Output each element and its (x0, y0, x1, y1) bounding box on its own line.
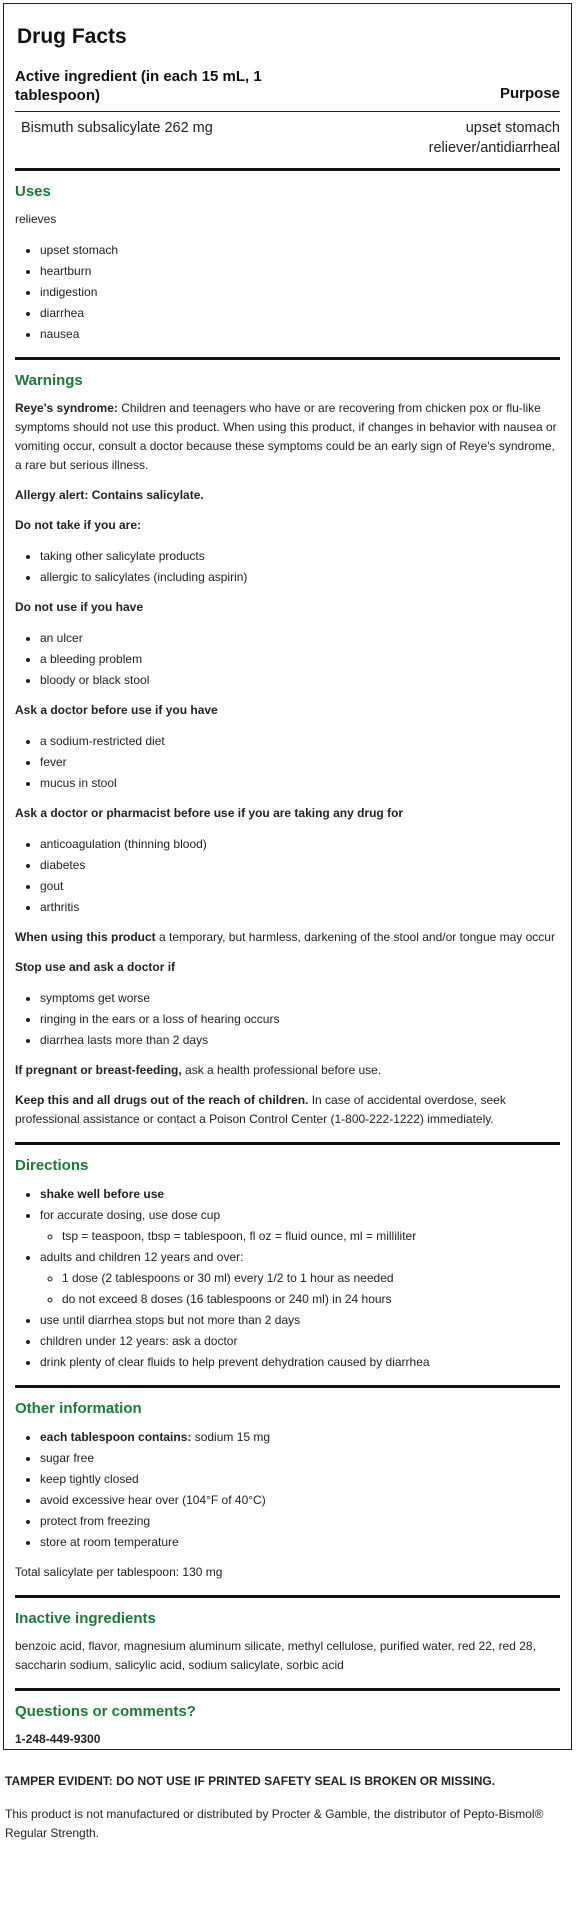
list-item: • an ulcer (40, 628, 560, 649)
when-using-warning (15, 928, 560, 947)
active-ingredient-row (15, 112, 560, 168)
drug-facts-panel (3, 3, 572, 1750)
reyes-label: Reye's syndrome: (15, 401, 118, 416)
list-item: • fever (40, 752, 560, 773)
do-not-use-list (15, 628, 560, 691)
when-using-label: When using this product (15, 930, 156, 945)
list-item: • mucus in stool (40, 773, 560, 794)
disclaimer-text: This product is not manufactured or distributed by Procter & Gamble, the distributor of Pepto-Bismol® Regular Strength. (5, 1807, 544, 1840)
list-item: • store at room temperature (40, 1532, 560, 1553)
when-using-text: a temporary, but harmless, darkening of the stool and/or tongue may occur (155, 930, 555, 945)
list-item: • a sodium-restricted diet (40, 731, 560, 752)
list-item (40, 1427, 560, 1448)
list-item: • children under 12 years: ask a doctor (40, 1331, 560, 1352)
inactive-ingredients-heading: Inactive ingredients (15, 1610, 156, 1628)
list-item: • gout (40, 876, 560, 897)
list-item: • symptoms get worse (40, 988, 560, 1009)
tablespoon-label: each tablespoon contains: (40, 1430, 192, 1445)
stop-use-list (15, 988, 560, 1051)
warnings-heading: Warnings (15, 372, 83, 390)
ingredient-purpose: upset stomach reliever/antidiarrheal (428, 120, 560, 157)
list-item: • protect from freezing (40, 1511, 560, 1532)
tamper-evident-notice: TAMPER EVIDENT: DO NOT USE IF PRINTED SAFETY SEAL IS BROKEN OR MISSING. (5, 1774, 496, 1788)
phone-number: 1-248-449-9300 (15, 1732, 101, 1747)
list-item: ◦ do not exceed 8 doses (16 tablespoons or 240 ml) in 24 hours (62, 1289, 560, 1310)
purpose-heading: Purpose (499, 85, 560, 103)
list-item: • diarrhea (40, 303, 560, 324)
pregnant-text: ask a health professional before use. (181, 1063, 382, 1078)
list-item: • avoid excessive hear over (104°F of 40°C) (40, 1490, 560, 1511)
dosing-sublist (40, 1226, 560, 1247)
do-not-use-heading: Do not use if you have (15, 600, 144, 615)
ask-pharmacist-heading: Ask a doctor or pharmacist before use if you are taking any drug for (15, 806, 404, 821)
ask-doctor-heading: Ask a doctor before use if you have (15, 703, 218, 718)
total-salicylate: Total salicylate per tablespoon: 130 mg (15, 1565, 223, 1580)
tablespoon-text: sodium 15 mg (191, 1430, 271, 1445)
reyes-text: Children and teenagers who have or are recovering from chicken pox or flu-like symptoms should not use this product. When using this product, if changes in behavior with nausea or vomiting occur, consult a doctor because these symptoms could be an early sign of Reye's syndrome, a rare but serious illness. (15, 401, 557, 473)
list-item: • arthritis (40, 897, 560, 918)
uses-heading: Uses (15, 183, 51, 201)
list-item (40, 1205, 560, 1247)
uses-intro: relieves (15, 212, 57, 227)
directions-list (15, 1184, 560, 1373)
list-item: • diarrhea lasts more than 2 days (40, 1030, 560, 1051)
list-item: • anticoagulation (thinning blood) (40, 834, 560, 855)
list-item: • heartburn (40, 261, 560, 282)
list-item: ◦ tsp = teaspoon, tbsp = tablespoon, fl oz = fluid ounce, ml = milliliter (62, 1226, 560, 1247)
list-item: • ringing in the ears or a loss of hearing occurs (40, 1009, 560, 1030)
list-item: • upset stomach (40, 240, 560, 261)
questions-heading: Questions or comments? (15, 1703, 196, 1721)
directions-heading: Directions (15, 1157, 89, 1175)
list-item: • sugar free (40, 1448, 560, 1469)
list-item: ◦ 1 dose (2 tablespoons or 30 ml) every 1/2 to 1 hour as needed (62, 1268, 560, 1289)
uses-list (15, 240, 560, 345)
page-title: Drug Facts (17, 25, 127, 48)
list-item: • allergic to salicylates (including aspirin) (40, 567, 560, 588)
keep-label: Keep this and all drugs out of the reach of children. (15, 1093, 309, 1108)
list-item: • nausea (40, 324, 560, 345)
other-information-section (15, 1385, 560, 1595)
list-item: • drink plenty of clear fluids to help prevent dehydration caused by diarrhea (40, 1352, 560, 1373)
other-information-heading: Other information (15, 1400, 142, 1418)
questions-section (15, 1688, 560, 1762)
ingredient-name: Bismuth subsalicylate 262 mg (21, 120, 213, 137)
adults-sublist (40, 1268, 560, 1310)
pregnancy-warning (15, 1061, 560, 1080)
stop-use-heading: Stop use and ask a doctor if (15, 960, 176, 975)
keep-text: In case of accidental overdose, seek professional assistance or contact a Poison Control Center (1-800-222-1222) immediately. (15, 1093, 506, 1127)
reyes-syndrome-warning (15, 399, 560, 475)
active-ingredient-header (15, 67, 560, 112)
other-information-list (15, 1427, 560, 1553)
pregnant-label: If pregnant or breast-feeding, (15, 1063, 182, 1078)
directions-section (15, 1142, 560, 1385)
list-item: • a bleeding problem (40, 649, 560, 670)
list-item: • indigestion (40, 282, 560, 303)
list-item: • bloody or black stool (40, 670, 560, 691)
dosing-text: for accurate dosing, use dose cup (40, 1208, 221, 1223)
do-not-take-list (15, 546, 560, 588)
inactive-ingredients-section (15, 1595, 560, 1688)
list-item: • keep tightly closed (40, 1469, 560, 1490)
allergy-alert: Allergy alert: Contains salicylate. (15, 488, 204, 503)
ask-doctor-list (15, 731, 560, 794)
active-ingredient-heading: Active ingredient (in each 15 mL, 1 tablespoon) (15, 68, 262, 105)
do-not-take-heading: Do not take if you are: (15, 518, 142, 533)
list-item (40, 1247, 560, 1310)
keep-out-of-reach-warning (15, 1091, 560, 1129)
inactive-ingredients-text: benzoic acid, flavor, magnesium aluminum silicate, methyl cellulose, purified water, red 22, red 28, saccharin sodium, salicylic acid, sodium salicylate, sorbic acid (15, 1639, 536, 1673)
list-item: • shake well before use (40, 1184, 560, 1205)
list-item: • use until diarrhea stops but not more than 2 days (40, 1310, 560, 1331)
ask-pharmacist-list (15, 834, 560, 918)
list-item: • diabetes (40, 855, 560, 876)
adults-text: adults and children 12 years and over: (40, 1250, 244, 1265)
list-item: • taking other salicylate products (40, 546, 560, 567)
warnings-section (15, 357, 560, 1142)
uses-section (15, 168, 560, 357)
